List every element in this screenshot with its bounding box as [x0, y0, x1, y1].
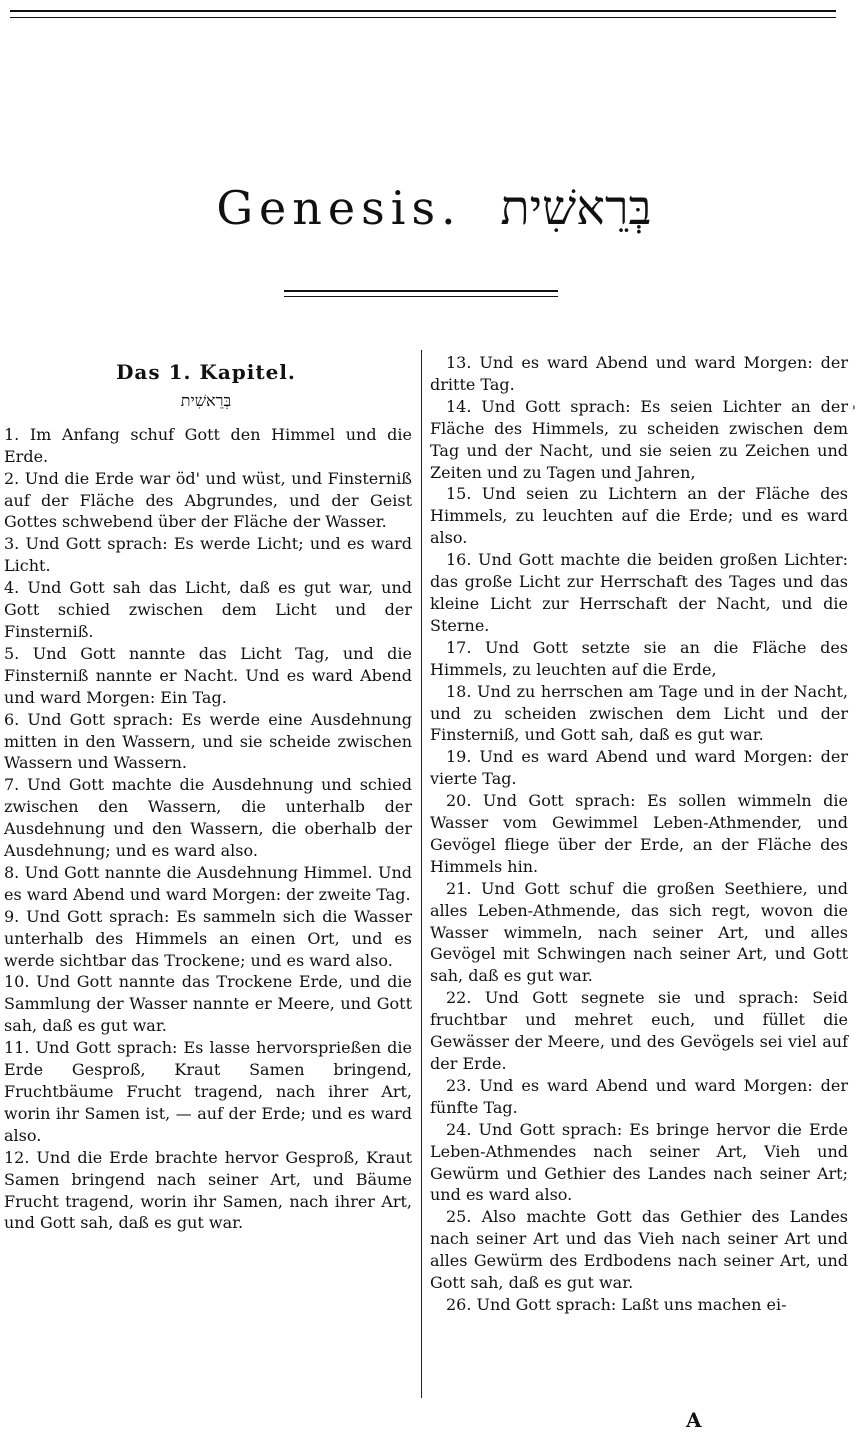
verse: 2. Und die Erde war öd' und wüst, und Finsterniß auf der Fläche des Abgrundes, und der Geist Gottes schwebend über der Fläche der Wasser. [4, 468, 412, 532]
verse: 4. Und Gott sah das Licht, daß es gut war, und Gott schied zwischen dem Licht und der Finsterniß. [4, 578, 412, 641]
verse: 15. Und seien zu Lichtern an der Fläche des Himmels, zu leuchten auf die Erde; und es ward also. [430, 484, 848, 548]
signature-mark: A [686, 1408, 702, 1432]
verse: 23. Und es ward Abend und ward Morgen: der fünfte Tag. [430, 1075, 848, 1117]
verse: 10. Und Gott nannte das Trockene Erde, und die Sammlung der Wasser nannte er Meere, und Gott sah, daß es gut war. [4, 972, 412, 1036]
left-column [0, 362, 412, 1234]
title-latin: Genesis. [216, 181, 462, 235]
verse: 11. Und Gott sprach: Es lasse hervorsprießen die Erde Gesproß, Kraut Samen bringend, Fruchtbäume Frucht tragend, nach ihrer Art, worin ihr Samen ist, — auf der Erde; und es ward also. [4, 1038, 412, 1145]
verse: 25. Also machte Gott das Gethier des Landes nach seiner Art und das Vieh nach seiner Art und alles Gewürm des Erdbodens nach seiner Art, und Gott sah, daß es gut war. [430, 1207, 848, 1293]
chapter-hebrew: בְּרֵאשִׁית [180, 390, 232, 410]
title-double-rule [284, 290, 558, 297]
verse: 24. Und Gott sprach: Es bringe hervor die Erde Leben-Athmendes nach seiner Art, Vieh und Gewürm und Gethier des Landes nach seiner Art; und es ward also. [430, 1119, 848, 1205]
verse: 7. Und Gott machte die Ausdehnung und schied zwischen den Wassern, die unterhalb der Ausdehnung und den Wassern, die oberhalb der Ausdehnung; und es ward also. [4, 775, 412, 861]
page-title [0, 180, 868, 236]
verse: 17. Und Gott setzte sie an die Fläche des Himmels, zu leuchten auf die Erde, [430, 637, 848, 679]
verse: 19. Und es ward Abend und ward Morgen: der vierte Tag. [430, 747, 848, 789]
column-divider [421, 350, 422, 1398]
verse: 13. Und es ward Abend und ward Morgen: der dritte Tag. [430, 353, 848, 394]
chapter-heading: Das 1. Kapitel. [116, 360, 296, 384]
verse: 8. Und Gott nannte die Ausdehnung Himmel. Und es ward Abend und ward Morgen: der zweite Tag. [4, 862, 412, 904]
right-column [430, 352, 848, 1316]
verse: 12. Und die Erde brachte hervor Gesproß, Kraut Samen bringend nach seiner Art, und Bäume Frucht tragend, worin ihr Samen, nach ihrer Art, und Gott sah, daß es gut war. [4, 1147, 412, 1233]
verse: 16. Und Gott machte die beiden großen Lichter: das große Licht zur Herrschaft des Tages und das kleine Licht zur Herrschaft der Nacht, und die Sterne. [430, 550, 848, 635]
verse: 26. Und Gott sprach: Laßt uns machen ei- [446, 1294, 787, 1314]
verse: 9. Und Gott sprach: Es sammeln sich die Wasser unterhalb des Himmels an einen Ort, und es werde sichtbar das Trockene; und es ward also. [4, 906, 412, 970]
title-hebrew: בְּרֵאשִׁית [500, 180, 652, 236]
verse: 6. Und Gott sprach: Es werde eine Ausdehnung mitten in den Wassern, und sie scheide zwischen Wassern und Wassern. [4, 709, 412, 773]
top-double-rule [10, 10, 836, 18]
verse: 1. Im Anfang schuf Gott den Himmel und die Erde. [4, 424, 412, 466]
verse: 22. Und Gott segnete sie und sprach: Seid fruchtbar und mehret euch, und füllet die Gewässer der Meere, und des Gevögels sei viel auf der Erde. [430, 988, 848, 1073]
margin-mark: ' [852, 404, 856, 420]
verse: 21. Und Gott schuf die großen Seethiere, und alles Leben-Athmende, das sich regt, wovon die Wasser wimmeln, nach seiner Art, und alles Gevögel mit Schwingen nach seiner Art, und Gott sah, daß es gut war. [430, 878, 848, 986]
verse: 14. Und Gott sprach: Es seien Lichter an der Fläche des Himmels, zu scheiden zwischen dem Tag und der Nacht, und sie seien zu Zeichen und Zeiten und zu Tagen und Jahren, [430, 396, 848, 482]
verse: 20. Und Gott sprach: Es sollen wimmeln die Wasser vom Gewimmel Leben-Athmender, und Gevögel fliege über der Erde, an der Fläche des Himmels hin. [430, 791, 848, 876]
verse: 3. Und Gott sprach: Es werde Licht; und es ward Licht. [4, 534, 412, 576]
verse: 18. Und zu herrschen am Tage und in der Nacht, und zu scheiden zwischen dem Licht und der Finsterniß, und Gott sah, daß es gut war. [430, 681, 848, 745]
verse: 5. Und Gott nannte das Licht Tag, und die Finsterniß nannte er Nacht. Und es ward Abend und ward Morgen: Ein Tag. [4, 643, 412, 707]
